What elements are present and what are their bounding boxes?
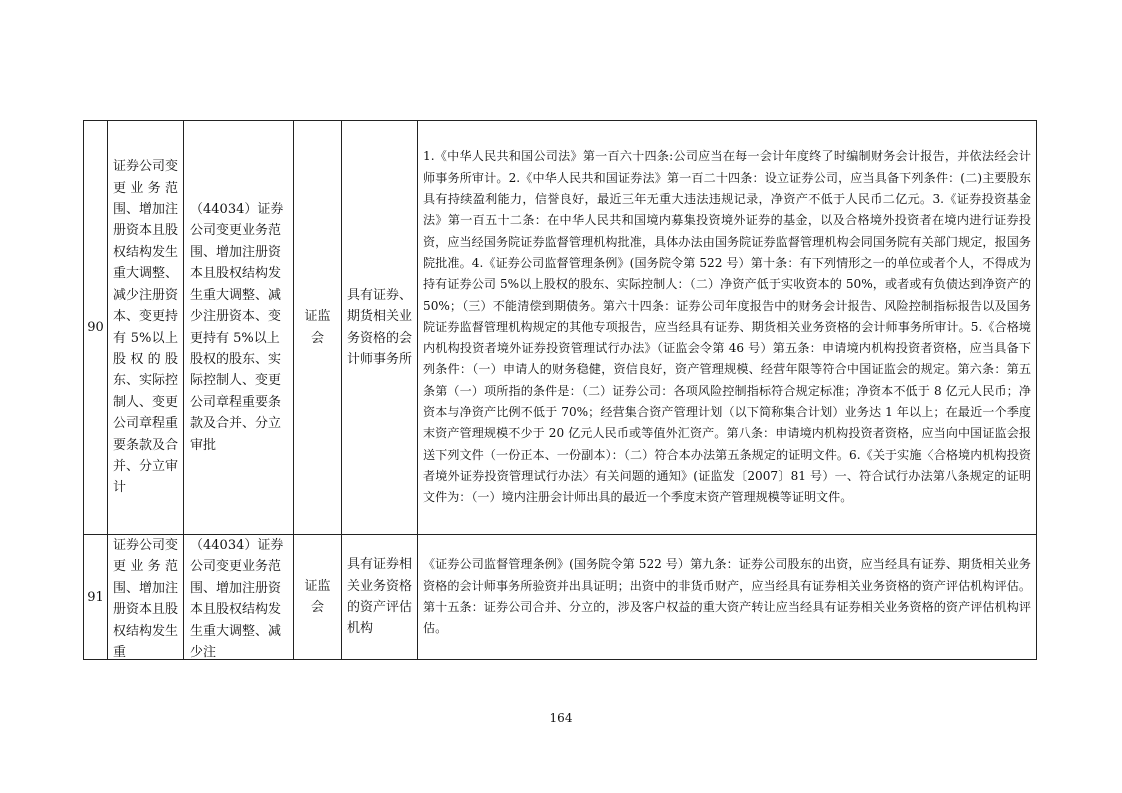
page-number: 164 bbox=[549, 711, 573, 725]
legal-basis: 《证券公司监督管理条例》(国务院令第 522 号）第九条：证券公司股东的出资，应当经具有证券、期货相关业务资格的会计师事务所验资并出具证明；出资中的非货币财产，应当经具有证券相关业务资格的资产评估机构评估。第十五条：证券公司合并、分立的，涉及客户权益的重大资产转让应当经具有证券相关业务资格的资产评估机构评估。 bbox=[418, 535, 1037, 660]
approval-item: （44034）证券公司变更业务范围、增加注册资本且股权结构发生重大调整、减少注 bbox=[190, 538, 284, 659]
intermediary-agency: 具有证券、期货相关业务资格的会计师事务所 bbox=[342, 121, 418, 535]
department: 证监会 bbox=[294, 121, 342, 535]
audit-item: 证券公司变更业务范围、增加注册资本且股权结构发生重 bbox=[113, 538, 178, 659]
row-number: 90 bbox=[84, 121, 108, 535]
audit-item: 证券公司变更业务范围、增加注册资本且股权结构发生重大调整、减少注册资本、变更持有 5%以上股权的股东、实际控制人、变更公司章程重要条款及合并、分立审计 bbox=[108, 121, 184, 535]
approval-item: （44034）证券公司变更业务范围、增加注册资本且股权结构发生重大调整、减少注册资本、变更持有 5%以上股权的股东、实际控制人、变更公司章程重要条款及合并、分立审批 bbox=[184, 121, 294, 535]
table-row bbox=[84, 535, 1037, 660]
intermediary-agency: 具有证券相关业务资格的资产评估机构 bbox=[342, 535, 418, 660]
department: 证监会 bbox=[294, 535, 342, 660]
regulation-table bbox=[83, 120, 1037, 660]
table-row bbox=[84, 121, 1037, 535]
legal-basis: 1.《中华人民共和国公司法》第一百六十四条:公司应当在每一会计年度终了时编制财务会计报告，并依法经会计师事务所审计。2.《中华人民共和国证券法》第一百二十四条：设立证券公司，应当具备下列条件：(二)主要股东具有持续盈利能力，信誉良好，最近三年无重大违法违规记录，净资产不低于人民币二亿元。3.《证券投资基金法》第一百五十二条：在中华人民共和国境内募集投资境外证券的基金，以及合格境外投资者在境内进行证券投资，应当经国务院证券监督管理机构批准，具体办法由国务院证券监督管理机构会同国务院有关部门规定，报国务院批准。4.《证券公司监督管理条例》(国务院令第 522 号）第十条：有下列情形之一的单位或者个人，不得成为持有证券公司 5%以上股权的股东、实际控制人：（二）净资产低于实收资本的 50%，或者或有负债达到净资产的 50%；（三）不能清偿到期债务。第六十四条：证券公司年度报告中的财务会计报告、风险控制指标报告以及国务院证券监督管理机构规定的其他专项报告，应当经具有证券、期货相关业务资格的会计师事务所审计。5.《合格境内机构投资者境外证券投资管理试行办法》（证监会令第 46 号）第五条：申请境内机构投资者资格，应当具备下列条件：（一）申请人的财务稳健，资信良好，资产管理规模、经营年限等符合中国证监会的规定。第六条：第五条第（一）项所指的条件是：（二）证券公司：各项风险控制指标符合规定标准；净资本不低于 8 亿元人民币；净资本与净资产比例不低于 70%；经营集合资产管理计划（以下简称集合计划）业务达 1 年以上；在最近一个季度末资产管理规模不少于 20 亿元人民币或等值外汇资产。第八条：申请境内机构投资者资格，应当向中国证监会报送下列文件（一份正本、一份副本）：（二）符合本办法第五条规定的证明文件。6.《关于实施〈合格境内机构投资者境外证券投资管理试行办法〉有关问题的通知》(证监发〔2007〕81 号）一、符合试行办法第八条规定的证明文件为：（一）境内注册会计师出具的最近一个季度末资产管理规模等证明文件。 bbox=[418, 121, 1037, 535]
row-number: 91 bbox=[84, 535, 108, 660]
